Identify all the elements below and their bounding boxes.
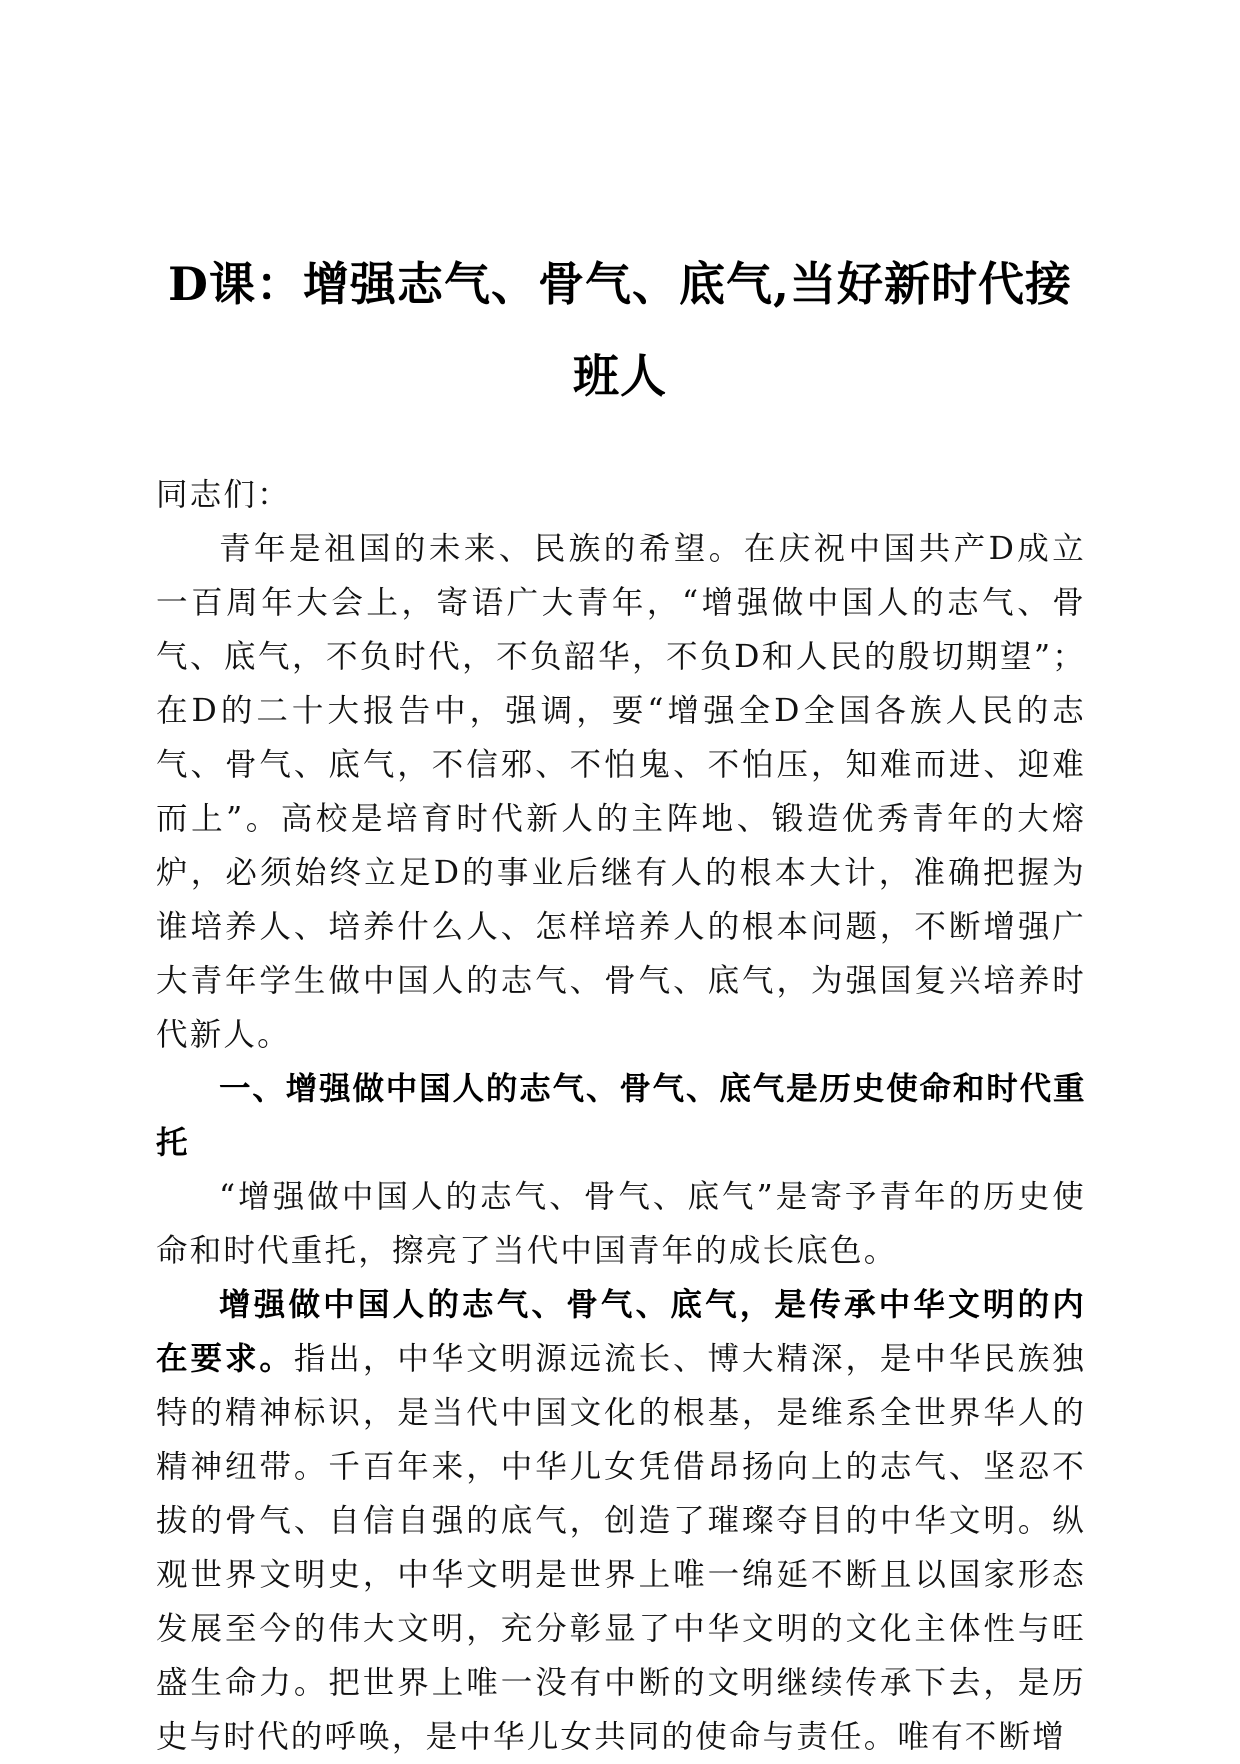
paragraph-intro: 青年是祖国的未来、民族的希望。在庆祝中国共产D成立一百周年大会上，寄语广大青年，“增强做中国人的志气、骨气、底气，不负时代，不负韶华，不负D和人民的殷切期望”；在D的二十大报告中，强调，要“增强全D全国各族人民的志气、骨气、底气，不信邪、不怕鬼、不怕压，知难而进、迎难而上”。高校是培育时代新人的主阵地、锻造优秀青年的大熔炉，必须始终立足D的事业后继有人的根本大计，准确把握为谁培养人、培养什么人、怎样培养人的根本问题，不断增强广大青年学生做中国人的志气、骨气、底气，为强国复兴培养时代新人。 (156, 531, 1086, 1053)
page-title: D课：增强志气、骨气、底气,当好新时代接班人 (168, 257, 1072, 403)
section-heading: 一、增强做中国人的志气、骨气、底气是历史使命和时代重托 (156, 1071, 1086, 1161)
paragraph-text: 指出，中华文明源远流长、博大精深，是中华民族独特的精神标识，是当代中国文化的根基，是维系全世界华人的精神纽带。千百年来，中华儿女凭借昂扬向上的志气、坚忍不拔的骨气、自信自强的底气，创造了璀璨夺目的中华文明。纵观世界文明史，中华文明是世界上唯一绵延不断且以国家形态发展至今的伟大文明，充分彰显了中华文明的文化主体性与旺盛生命力。把世界上唯一没有中断的文明继续传承下去，是历史与时代的呼唤，是中华儿女共同的使命与责任。唯有不断增 (156, 1341, 1086, 1755)
document-body (156, 468, 1086, 1764)
paragraph-lead-sentence: 增强做中国人的志气、骨气、底气，是传承中华文明的内在要求。 (156, 1286, 1086, 1377)
paragraph-section1-1: “增强做中国人的志气、骨气、底气”是寄予青年的历史使命和时代重托，擦亮了当代中国青年的成长底色。 (156, 1179, 1086, 1269)
paragraph-section1-2 (156, 1278, 1086, 1764)
salutation: 同志们： (156, 477, 291, 513)
